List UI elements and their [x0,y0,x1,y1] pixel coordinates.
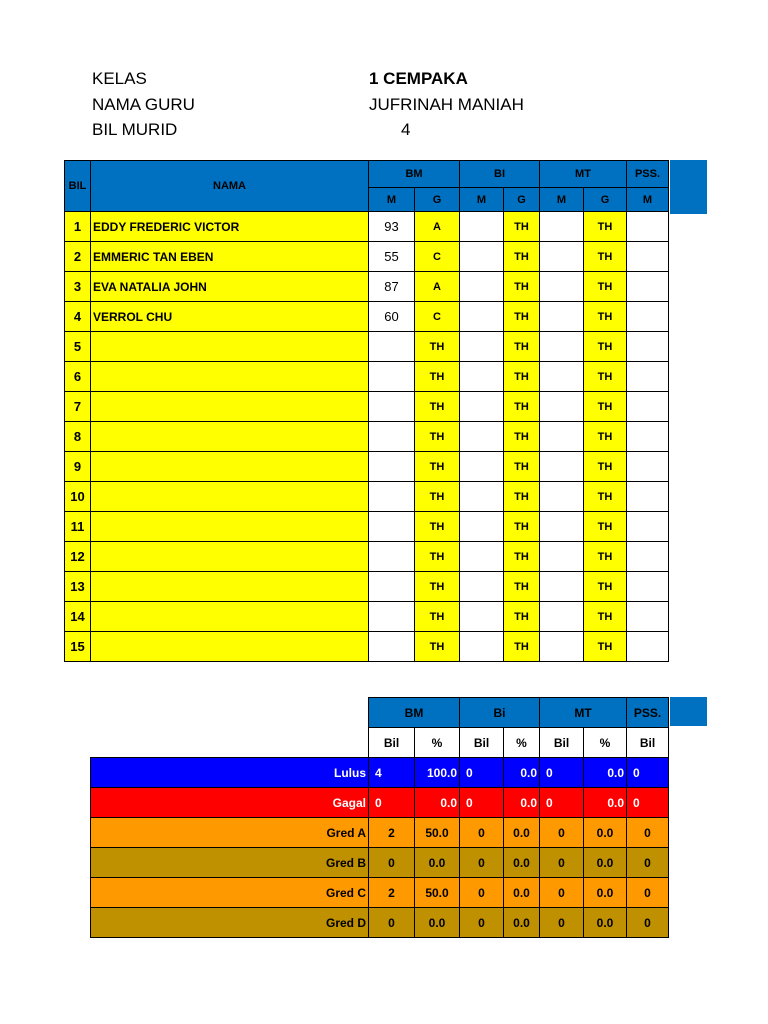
student-row [65,332,669,362]
row-bi-mark[interactable] [460,332,504,362]
summary-count-cell: 0 [540,848,584,878]
summary-sub-bil: Bil [627,728,669,758]
kelas-value: 1 CEMPAKA [369,69,468,88]
row-bm-grade[interactable]: TH [415,422,460,452]
row-pss-mark[interactable] [627,332,669,362]
summary-count-cell: 0 [540,878,584,908]
row-bi-grade[interactable]: TH [504,452,540,482]
summary-sub-pct: % [504,728,540,758]
summary-count-cell: 2 [369,818,415,848]
summary-row-label: Gagal [91,788,369,818]
summary-row [91,818,669,848]
row-mt-grade[interactable]: TH [584,422,627,452]
row-nama[interactable] [91,422,369,452]
row-bil[interactable]: 1 [65,212,91,242]
summary-percent-cell: 0.0 [584,758,627,788]
summary-sub-pct: % [584,728,627,758]
row-bi-mark[interactable] [460,542,504,572]
row-bm-grade[interactable]: TH [415,602,460,632]
row-bil[interactable]: 8 [65,422,91,452]
row-bi-mark[interactable] [460,512,504,542]
subject-bm-header: BM [369,161,460,188]
student-row [65,512,669,542]
summary-subject-bm: BM [369,698,460,728]
summary-row [91,878,669,908]
summary-count-cell: 0 [627,878,669,908]
row-nama[interactable] [91,362,369,392]
row-bi-mark[interactable] [460,422,504,452]
col-bil-header: BIL [65,161,91,212]
summary-count-cell: 0 [540,788,584,818]
row-bi-mark[interactable] [460,302,504,332]
summary-count-cell: 0 [540,818,584,848]
summary-row-label: Gred B [91,848,369,878]
row-bi-grade[interactable]: TH [504,482,540,512]
summary-percent-cell: 0.0 [584,878,627,908]
row-bm-grade[interactable]: C [415,302,460,332]
row-bi-grade[interactable]: TH [504,572,540,602]
summary-row [91,908,669,938]
summary-count-cell: 0 [460,878,504,908]
row-bi-grade[interactable]: TH [504,362,540,392]
row-bi-grade[interactable]: TH [504,602,540,632]
row-pss-mark[interactable] [627,212,669,242]
summary-count-cell: 0 [460,908,504,938]
summary-count-cell: 0 [369,848,415,878]
sub-m-header: M [540,188,584,212]
row-pss-mark[interactable] [627,512,669,542]
sub-g-header: G [504,188,540,212]
row-mt-mark[interactable] [540,452,584,482]
row-pss-mark[interactable] [627,632,669,662]
student-row [65,572,669,602]
summary-percent-cell: 50.0 [415,818,460,848]
row-bi-mark[interactable] [460,482,504,512]
row-bi-mark[interactable] [460,392,504,422]
row-bi-grade[interactable]: TH [504,632,540,662]
row-bi-grade[interactable]: TH [504,422,540,452]
row-bm-mark[interactable] [369,332,415,362]
student-row [65,632,669,662]
summary-row-label: Gred D [91,908,369,938]
row-bm-mark[interactable] [369,362,415,392]
row-bm-grade[interactable]: A [415,212,460,242]
row-mt-mark[interactable] [540,242,584,272]
summary-percent-cell: 0.0 [584,848,627,878]
row-pss-mark[interactable] [627,452,669,482]
kelas-label: KELAS [92,69,147,88]
row-bi-grade[interactable]: TH [504,212,540,242]
row-pss-mark[interactable] [627,482,669,512]
row-nama[interactable]: EDDY FREDERIC VICTOR [91,212,369,242]
row-nama[interactable] [91,512,369,542]
summary-percent-cell: 0.0 [584,818,627,848]
row-bm-grade[interactable]: TH [415,362,460,392]
summary-count-cell: 0 [369,908,415,938]
row-bm-mark[interactable]: 93 [369,212,415,242]
row-pss-mark[interactable] [627,392,669,422]
sub-g-header: G [415,188,460,212]
main-table-wrap [64,160,669,662]
row-mt-mark[interactable] [540,212,584,242]
row-bil[interactable]: 7 [65,392,91,422]
row-bil[interactable]: 5 [65,332,91,362]
sub-g-header: G [584,188,627,212]
row-pss-mark[interactable] [627,362,669,392]
student-row [65,362,669,392]
row-mt-mark[interactable] [540,542,584,572]
row-bm-grade[interactable]: C [415,242,460,272]
student-row [65,302,669,332]
row-mt-grade[interactable]: TH [584,542,627,572]
row-bil[interactable]: 13 [65,572,91,602]
subject-pss-header: PSS. [627,161,669,188]
summary-subject-bi: Bi [460,698,540,728]
summary-count-cell: 0 [540,908,584,938]
summary-percent-cell: 0.0 [504,848,540,878]
row-bm-mark[interactable] [369,572,415,602]
summary-percent-cell: 0.0 [415,848,460,878]
row-mt-grade[interactable]: TH [584,512,627,542]
row-mt-mark[interactable] [540,572,584,602]
summary-row [91,758,669,788]
row-bi-grade[interactable]: TH [504,272,540,302]
guru-label: NAMA GURU [92,95,195,114]
row-nama[interactable]: VERROL CHU [91,302,369,332]
row-mt-mark[interactable] [540,392,584,422]
summary-table [90,697,669,938]
murid-value: 4 [401,120,411,139]
row-nama[interactable] [91,632,369,662]
row-bil[interactable]: 14 [65,602,91,632]
summary-count-cell: 0 [460,758,504,788]
summary-count-cell: 0 [460,848,504,878]
row-bi-grade[interactable]: TH [504,332,540,362]
row-bi-mark[interactable] [460,272,504,302]
row-nama[interactable] [91,542,369,572]
summary-percent-cell: 0.0 [415,908,460,938]
summary-sub-bil: Bil [460,728,504,758]
col-nama-header: NAMA [91,161,369,212]
row-nama[interactable]: EVA NATALIA JOHN [91,272,369,302]
row-bm-grade[interactable]: TH [415,482,460,512]
row-bm-mark[interactable]: 55 [369,242,415,272]
row-bil[interactable]: 4 [65,302,91,332]
row-bm-mark[interactable] [369,392,415,422]
row-nama[interactable] [91,572,369,602]
row-mt-mark[interactable] [540,272,584,302]
summary-count-cell: 0 [540,758,584,788]
row-bm-grade[interactable]: A [415,272,460,302]
row-mt-grade[interactable]: TH [584,452,627,482]
murid-label: BIL MURID [92,120,178,139]
row-bm-mark[interactable] [369,542,415,572]
row-mt-mark[interactable] [540,422,584,452]
row-mt-grade[interactable]: TH [584,632,627,662]
row-bm-mark[interactable] [369,512,415,542]
student-row [65,272,669,302]
header-blue-extension [670,160,707,214]
summary-row-label: Gred C [91,878,369,908]
row-pss-mark[interactable] [627,602,669,632]
summary-sub-bil: Bil [540,728,584,758]
summary-percent-cell: 0.0 [504,758,540,788]
row-bm-grade[interactable]: TH [415,392,460,422]
row-bi-grade[interactable]: TH [504,242,540,272]
row-bi-mark[interactable] [460,242,504,272]
row-bil[interactable]: 2 [65,242,91,272]
row-mt-mark[interactable] [540,632,584,662]
guru-value: JUFRINAH MANIAH [369,95,524,114]
summary-count-cell: 0 [369,788,415,818]
row-pss-mark[interactable] [627,422,669,452]
row-bi-mark[interactable] [460,362,504,392]
row-pss-mark[interactable] [627,542,669,572]
row-mt-mark[interactable] [540,362,584,392]
row-mt-grade[interactable]: TH [584,572,627,602]
row-bil[interactable]: 9 [65,452,91,482]
row-mt-grade[interactable]: TH [584,362,627,392]
subject-mt-header: MT [540,161,627,188]
row-mt-grade[interactable]: TH [584,212,627,242]
summary-percent-cell: 0.0 [504,878,540,908]
row-bi-grade[interactable]: TH [504,302,540,332]
row-bm-mark[interactable]: 60 [369,302,415,332]
summary-percent-cell: 0.0 [504,818,540,848]
row-nama[interactable]: EMMERIC TAN EBEN [91,242,369,272]
row-nama[interactable] [91,602,369,632]
summary-subject-mt: MT [540,698,627,728]
summary-percent-cell: 0.0 [504,908,540,938]
row-bil[interactable]: 15 [65,632,91,662]
row-bm-mark[interactable] [369,482,415,512]
row-mt-grade[interactable]: TH [584,272,627,302]
sub-m-header: M [627,188,669,212]
row-bm-grade[interactable]: TH [415,452,460,482]
student-row [65,212,669,242]
row-bil[interactable]: 3 [65,272,91,302]
student-row [65,542,669,572]
summary-header-blue-extension [670,697,707,726]
row-bil[interactable]: 6 [65,362,91,392]
summary-count-cell: 0 [627,848,669,878]
summary-row [91,788,669,818]
row-nama[interactable] [91,452,369,482]
summary-subject-pss: PSS. [627,698,669,728]
subject-bi-header: BI [460,161,540,188]
student-row [65,602,669,632]
summary-count-cell: 4 [369,758,415,788]
student-row [65,452,669,482]
row-bil[interactable]: 12 [65,542,91,572]
row-bm-grade[interactable]: TH [415,512,460,542]
summary-count-cell: 0 [627,908,669,938]
row-bm-grade[interactable]: TH [415,632,460,662]
row-nama[interactable] [91,392,369,422]
row-bm-grade[interactable]: TH [415,332,460,362]
summary-percent-cell: 0.0 [504,788,540,818]
row-bi-mark[interactable] [460,572,504,602]
row-bm-mark[interactable] [369,452,415,482]
row-bil[interactable]: 11 [65,512,91,542]
student-row [65,242,669,272]
row-mt-mark[interactable] [540,302,584,332]
summary-count-cell: 0 [460,818,504,848]
summary-corner [91,698,369,728]
row-bm-mark[interactable]: 87 [369,272,415,302]
row-mt-grade[interactable]: TH [584,242,627,272]
student-row [65,482,669,512]
summary-table-wrap [90,697,669,938]
row-nama[interactable] [91,482,369,512]
row-bm-mark[interactable] [369,422,415,452]
summary-percent-cell: 50.0 [415,878,460,908]
summary-row-label: Lulus [91,758,369,788]
summary-row-label: Gred A [91,818,369,848]
summary-count-cell: 0 [627,818,669,848]
row-bi-mark[interactable] [460,452,504,482]
row-mt-grade[interactable]: TH [584,602,627,632]
row-nama[interactable] [91,332,369,362]
row-mt-grade[interactable]: TH [584,392,627,422]
row-bil[interactable]: 10 [65,482,91,512]
row-bm-mark[interactable] [369,632,415,662]
sub-m-header: M [460,188,504,212]
summary-percent-cell: 0.0 [415,788,460,818]
summary-count-cell: 0 [627,788,669,818]
row-bi-grade[interactable]: TH [504,392,540,422]
row-bi-grade[interactable]: TH [504,512,540,542]
summary-count-cell: 0 [627,758,669,788]
row-mt-grade[interactable]: TH [584,332,627,362]
row-pss-mark[interactable] [627,272,669,302]
summary-sub-bil: Bil [369,728,415,758]
row-mt-mark[interactable] [540,512,584,542]
row-bi-mark[interactable] [460,212,504,242]
sub-m-header: M [369,188,415,212]
row-mt-mark[interactable] [540,332,584,362]
row-bi-mark[interactable] [460,632,504,662]
row-bi-mark[interactable] [460,602,504,632]
summary-corner [91,728,369,758]
row-bm-grade[interactable]: TH [415,542,460,572]
row-bm-grade[interactable]: TH [415,572,460,602]
summary-row [91,848,669,878]
summary-percent-cell: 100.0 [415,758,460,788]
row-bm-mark[interactable] [369,602,415,632]
main-table [64,160,669,662]
row-pss-mark[interactable] [627,302,669,332]
row-bi-grade[interactable]: TH [504,542,540,572]
summary-percent-cell: 0.0 [584,788,627,818]
row-mt-grade[interactable]: TH [584,482,627,512]
row-pss-mark[interactable] [627,242,669,272]
summary-percent-cell: 0.0 [584,908,627,938]
row-pss-mark[interactable] [627,572,669,602]
row-mt-grade[interactable]: TH [584,302,627,332]
row-mt-mark[interactable] [540,482,584,512]
summary-count-cell: 0 [460,788,504,818]
student-row [65,392,669,422]
student-row [65,422,669,452]
summary-sub-pct: % [415,728,460,758]
summary-count-cell: 2 [369,878,415,908]
row-mt-mark[interactable] [540,602,584,632]
